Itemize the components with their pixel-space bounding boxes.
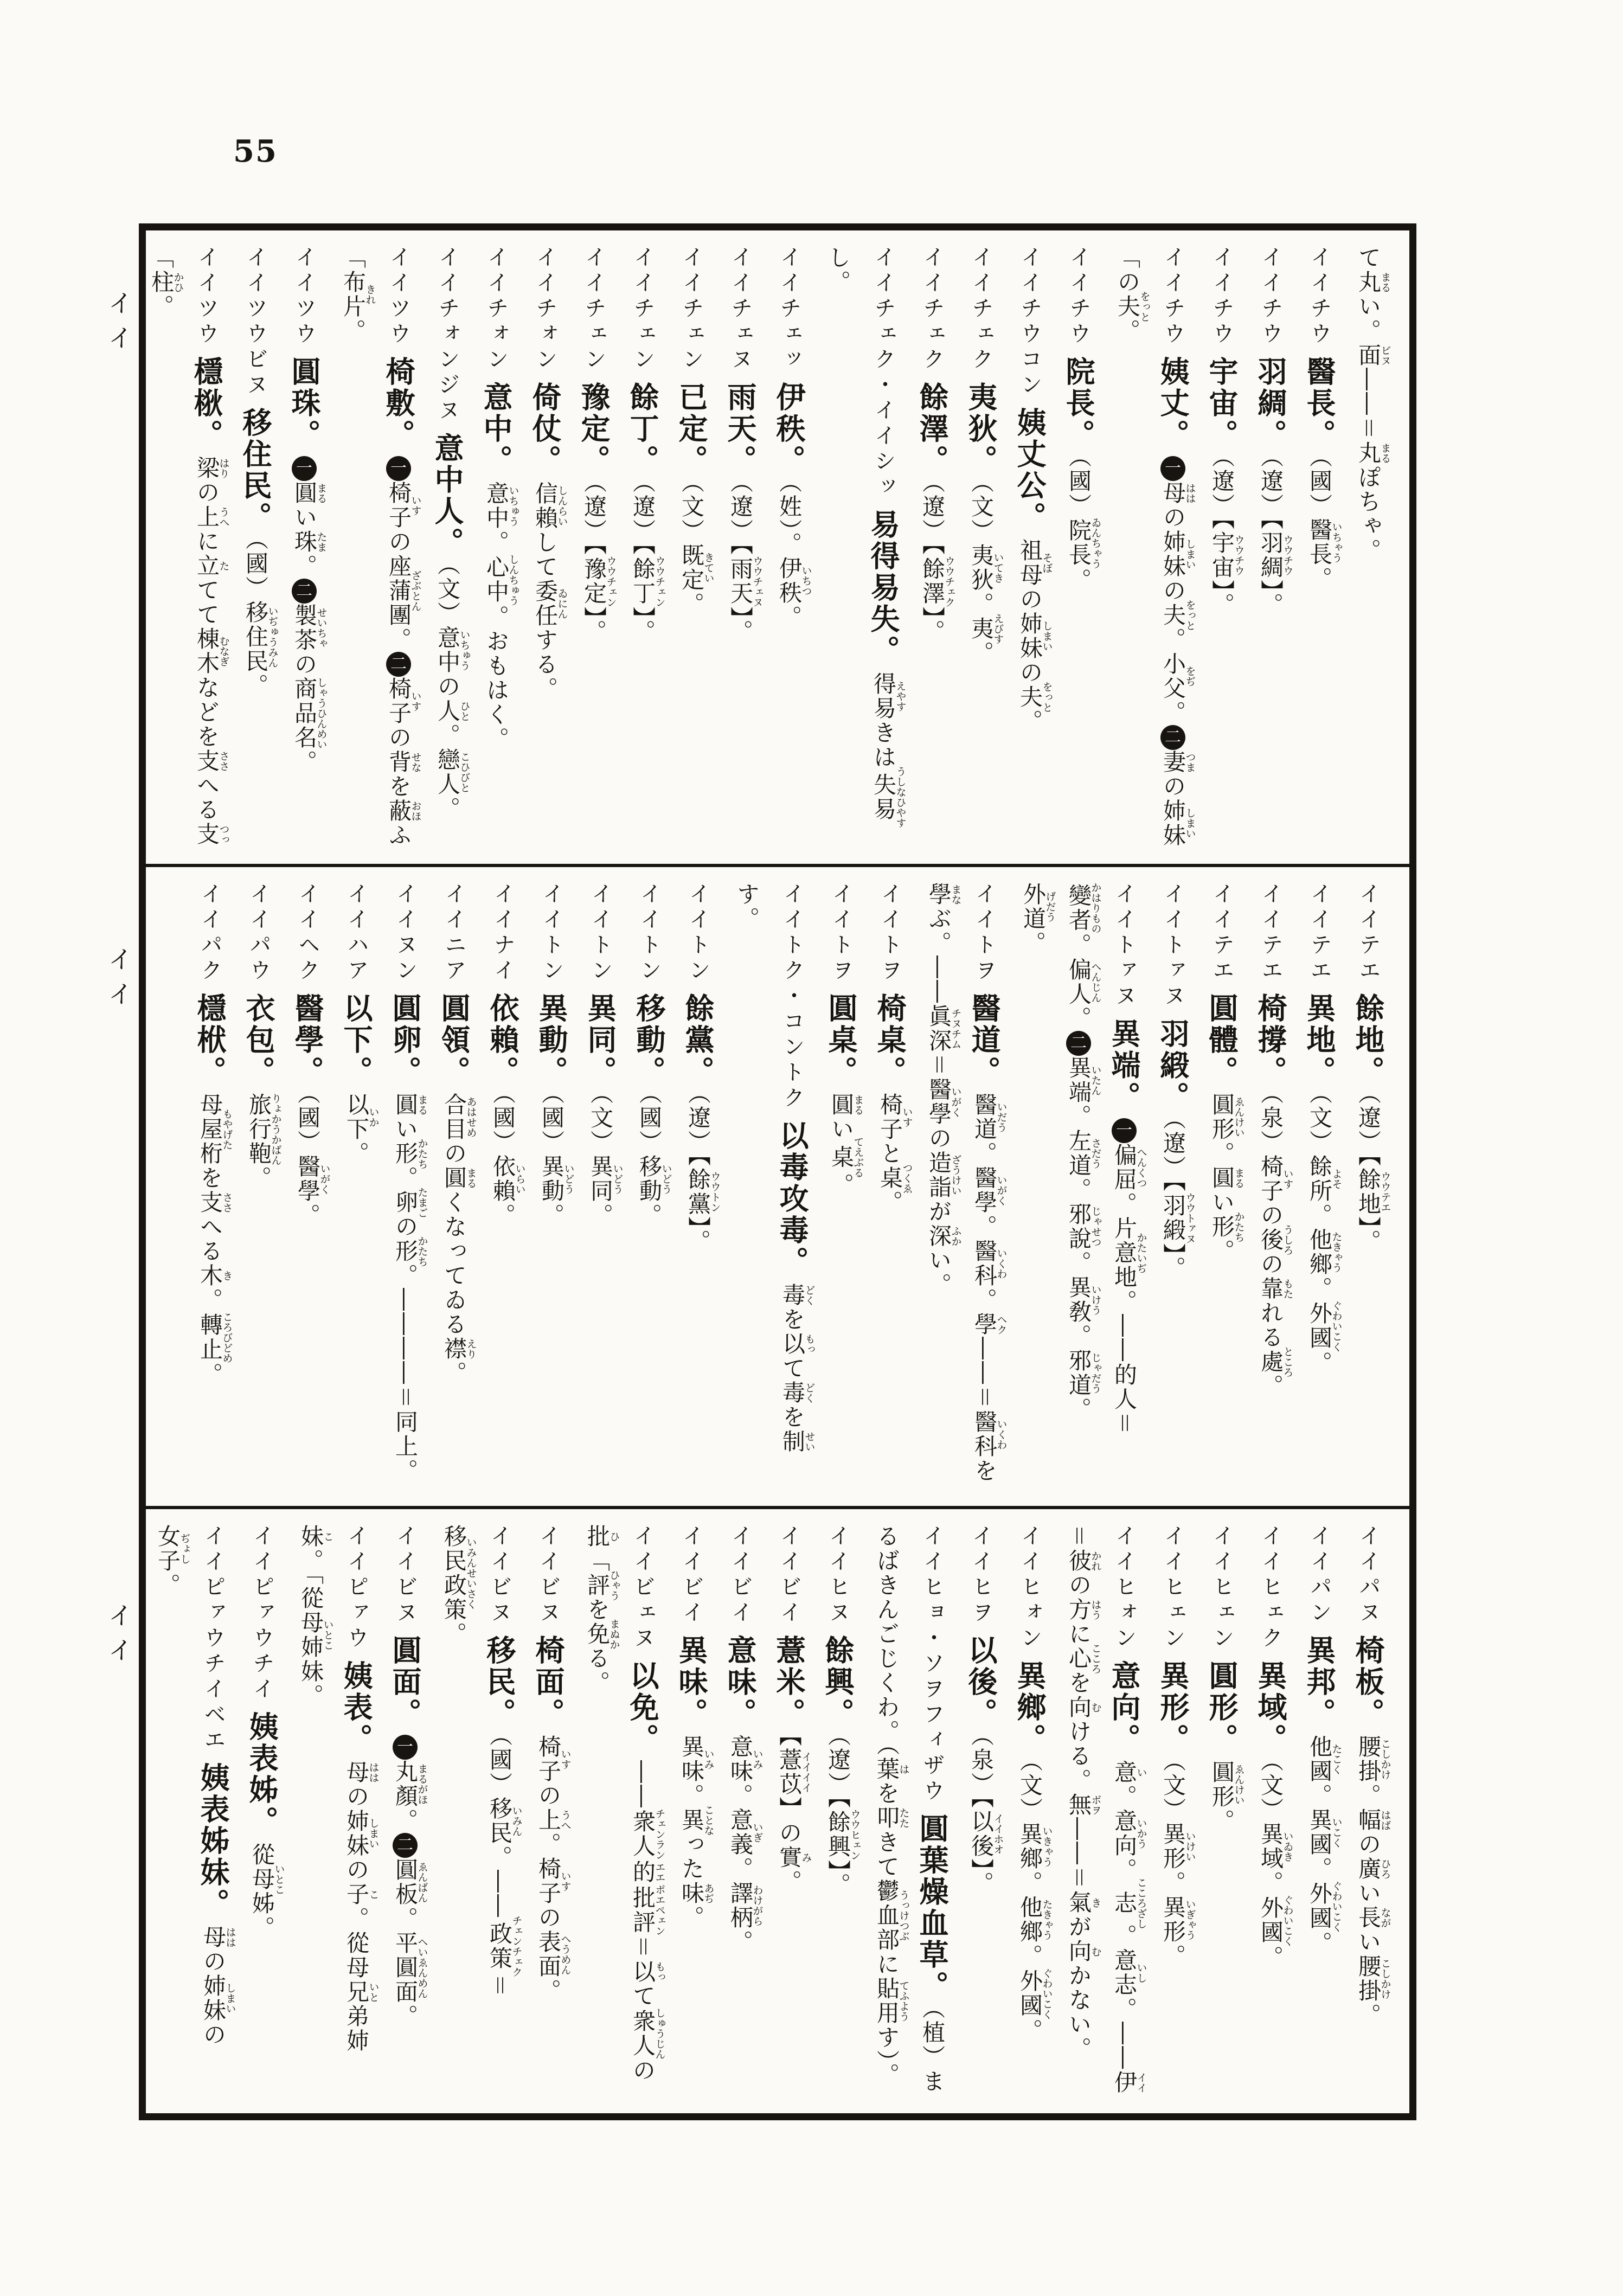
entry-reading: イイチェク [968,246,993,373]
dictionary-entry [958,1524,1004,2098]
dictionary-entry [1297,1524,1342,2098]
entry-headword: 醫長。 [1302,356,1337,451]
entry-definition: 信賴しんらいして委任ゐにんする。 [532,482,568,701]
entry-reading: イイヒェン [1209,1524,1234,1652]
entry-headword: 以下。 [339,993,374,1087]
entry-definition: 【薏苡イイイイ】の實み。 [776,1735,812,1894]
dictionary-entry [288,1524,379,2098]
entry-headword: 姨丈。 [1156,356,1190,451]
dictionary-entry [675,882,721,1491]
entry-reading: イイチォンジヌ [435,246,460,424]
entry-definition: （遼）【豫定ウウチェン】。 [581,482,617,644]
dictionary-entry [239,1524,285,2098]
entry-definition: 椅子いすの上うへ。椅子いすの表面へうめん。 [535,1735,572,2003]
entry-reading: イイビイ [777,1524,801,1626]
dictionary-entry [525,1524,571,2098]
dictionary-entry [233,246,278,849]
dictionary-entry [473,246,519,849]
entry-headword: 以後。 [964,1635,998,1729]
dictionary-entry [724,882,815,1491]
entry-definition: （國）異動いどう。 [538,1093,575,1228]
dictionary-entry [867,882,913,1491]
dictionary-entry [281,246,327,849]
dictionary-entry [1105,246,1196,849]
entry-reading: イイビイ [679,1524,704,1626]
entry-definition: （國）醫長いちゃう。 [1306,456,1343,591]
entry-headword: 餘丁。 [625,382,660,476]
dictionary-entry [1248,1524,1293,2098]
entry-definition: 腰掛こしかけ。幅はばの廣ひろい長ながい腰掛こしかけ。 [1355,1735,1391,2028]
entry-headword: 伊秩。 [772,382,806,476]
entry-reading: イイヒォン [1017,1524,1042,1652]
entry-reading: イイツウ [386,246,411,348]
entry-reading: イイヒェク [1258,1524,1283,1652]
entry-definition: （文）異鄉いきゃう。他鄉たきゃう。外國ぐわいこく。 [1017,1760,1053,2043]
entry-definition: （遼）【羽綢ウウチウ】。 [1258,456,1294,617]
entry-reading: イイテエ [1356,882,1381,984]
dictionary-entry [1007,246,1053,849]
entry-headword: 倚仗。 [528,382,562,476]
dictionary-band-top [146,230,1409,864]
dictionary-entry [1345,1524,1391,2098]
entry-definition: （遼）【餘地ウウテエ】。 [1355,1093,1391,1254]
entry-definition: 一圓まるい珠たま。二製茶せいちゃの商品名しゃうひんめい。 [291,456,318,774]
entry-reading: イイチェン [581,246,606,373]
entry-definition: 梁はりの上うへに立たてて棟木むなぎなどを支ささへる支つっ「柱かひ。 [148,246,230,846]
entry-headword: 醫道。 [967,993,1002,1087]
entry-reading: イイチェッ [777,246,801,373]
entry-headword: 圓卵。 [388,993,422,1087]
entry-definition: 圓形ゑんけい。 [1209,1760,1245,1833]
entry-definition: （植）まるばきんごじくわ。（葉はを叩たたきて鬱血部うっけつぶに貼用てふようす）。 [874,1524,946,2094]
dictionary-entry [1248,246,1293,849]
entry-headword: 雨天。 [723,382,758,476]
dictionary-entry [285,882,330,1491]
entry-reading: イイトヲ [877,882,902,984]
entry-definition: 以下いか。 [343,1093,380,1166]
entry-definition: 一偏屈へんくつ。片意地かたいぢ。――的人＝變者かはりもの。偏人へんじん。二異端いたん。左道さだう。邪說じゃせつ。異敎いけう。邪道じゃだう。外道げだう。 [1020,882,1147,1436]
entry-definition: （遼）【宇宙ウウチウ】。 [1209,456,1245,617]
entry-headword: 異域。 [1253,1660,1288,1755]
dictionary-entry [382,882,428,1491]
margin-guide-label: イイ [104,1602,133,1672]
entry-definition: （泉）【以後イイホオ】。 [968,1735,1004,1896]
dictionary-entry [146,1524,236,2098]
entry-definition: （姓）。伊秩いちつ。 [776,482,812,630]
entry-reading: イイピァウ [344,1524,369,1652]
entry-definition: （國）移動いどう。 [636,1093,672,1228]
dictionary-entry [382,1524,428,2098]
entry-definition: （文）意中いちゅうの人ひと。戀人こひびと。 [434,564,471,821]
entry-definition: （遼）【餘丁ウウチェン】。 [630,482,666,644]
entry-headword: 異端。 [1107,1018,1141,1113]
dictionary-entry [815,246,906,849]
dictionary-entry [431,1524,522,2098]
entry-reading: イイビイ [728,1524,753,1626]
entry-definition: 圓形ゑんけい。圓まるい形かたち。 [1209,1093,1245,1264]
entry-definition: （文）異形いけい。異形いぎゃう。 [1160,1760,1196,1968]
entry-definition: 醫道いだう。醫學いがく。醫科いくわ。學ヘク――＝醫科いくわを學まなぶ。――眞深チヌチム＝醫學いがくの造詣ざうけいが深ふかい。 [926,882,1008,1484]
entry-headword: 薏米。 [772,1635,806,1729]
entry-reading: イイチェク [920,246,945,373]
dictionary-entry [522,246,568,849]
entry-headword: 異邦。 [1302,1635,1337,1729]
entry-definition: （文）餘所よそ。他鄉たきゃう。外國ぐわいこく。 [1306,1093,1343,1376]
entry-reading: イイトン [637,882,662,984]
circled-number-marker: 二 [393,1833,418,1858]
entry-definition: 毒どくを以もって毒どくを制せいす。 [734,882,816,1454]
entry-definition: て丸まるい。面ビヌ――＝丸まるぽちゃ。 [1355,246,1391,563]
entry-headword: 羽綢。 [1253,356,1288,451]
entry-reading: イイヒヲ [968,1524,993,1626]
entry-definition: （文）夷狄いてき。夷えびす。 [968,482,1004,665]
entry-headword: 羽緞。 [1156,1018,1190,1113]
entry-definition: 合目あはせめの圓まるくなってゐる襟えり。 [441,1093,477,1386]
dictionary-entry [626,882,672,1491]
entry-definition: 從母姊いとこ。 [249,1843,285,1940]
entry-definition: （遼）【雨天ウウチェヌ】。 [727,482,764,644]
entry-reading: イイナイ [490,882,515,984]
entry-headword: 餘地。 [1351,993,1385,1087]
entry-definition: 一丸顏まるがほ。二圓板ゑんばん。平圓面へいゑんめん。 [392,1735,419,2029]
entry-headword: 以免。 [625,1660,660,1755]
entry-definition: 意味いみ。意義いぎ。譯柄わけがら。 [727,1735,764,1954]
entry-definition: 一母ははの姉妹しまいの夫をっと。小父をぢ。二妻つまの姉妹しまい「の夫をっと。 [1114,246,1196,848]
dictionary-entry [766,1524,812,2098]
entry-reading: イイテエ [1307,882,1332,984]
entry-headword: 圓珠。 [287,356,322,451]
dictionary-entry [330,246,421,849]
entry-headword: 依賴。 [485,993,520,1087]
dictionary-entry [529,882,574,1491]
entry-definition: 母屋桁もやげたを支ささへる木き。轉止ころびどめ。 [197,1093,233,1387]
dictionary-entry [578,882,623,1491]
entry-reading: イイトァヌ [1160,882,1185,1010]
dictionary-entry [620,246,665,849]
entry-headword: 圓葉燥血草。 [915,1813,950,2002]
dictionary-entry [815,1524,861,2098]
entry-reading: イイチウ [1066,246,1091,348]
dictionary-entry [909,246,955,849]
entry-reading: イイヒェン [1160,1524,1185,1652]
circled-number-marker: 一 [292,456,317,481]
entry-headword: 意向。 [1107,1660,1141,1755]
entry-reading: イイチェヌ [728,246,753,373]
entry-reading: イイツウ [194,246,219,348]
entry-headword: 異同。 [583,993,618,1087]
entry-reading: イイチォン [484,246,509,373]
entry-definition: （遼）【餘黨ウウトン】。 [685,1093,721,1254]
entry-definition: （泉）椅子いすの後うしろの靠もたれる處ところ。 [1258,1093,1294,1399]
entry-reading: イイビヌ [487,1524,512,1626]
dictionary-entry [1297,882,1342,1491]
entry-headword: 姨表姊。 [245,1711,279,1837]
dictionary-entry [333,882,379,1491]
entry-headword: 易得易失。 [866,509,901,666]
dictionary-frame [139,223,1416,2120]
dictionary-entry [1199,1524,1244,2098]
entry-reading: イイチウ [1209,246,1234,348]
entry-headword: 以毒攻毒。 [775,1120,810,1278]
entry-headword: 餘黨。 [681,993,715,1087]
entry-headword: 椅面。 [531,1635,566,1729]
entry-reading: イイパウ [246,882,271,984]
entry-reading: イイトヲ [829,882,854,984]
dictionary-entry [1150,882,1196,1491]
entry-definition: （國）移民いみん。――政策チェンチェク＝移民政策いみんせいさく。 [441,1524,523,1999]
dictionary-entry [717,246,763,849]
circled-number-marker: 一 [1112,1118,1137,1143]
entry-headword: 椅撐。 [1253,993,1288,1087]
entry-reading: イイツウ [292,246,317,348]
dictionary-entry [1199,882,1244,1491]
circled-number-marker: 二 [386,652,411,677]
entry-reading: イイトク・コントク [780,882,805,1112]
entry-definition: （遼）【餘澤ウウチェク】。 [919,482,955,644]
entry-definition: 母ははの姉妹しまいの子こ。從母兄弟姉妹いとこ。「從母姉妹いとこ。 [298,1524,380,2053]
page-number: 55 [233,133,278,169]
entry-headword: 檼栿。 [193,993,227,1087]
entry-definition: 他國たこく。異國いこく。外國ぐわいこく。 [1306,1735,1343,1956]
entry-reading: イイチウコン [1017,246,1042,399]
dictionary-entry [187,882,233,1491]
entry-reading: イイトヲ [972,882,997,984]
entry-headword: 醫學。 [290,993,325,1087]
entry-reading: イイヒヌ [825,1524,850,1626]
dictionary-entry [669,246,714,849]
entry-reading: イイパヌ [1356,1524,1381,1626]
entry-reading: イイヒョ・ソヲフィザウ [920,1524,945,1805]
entry-headword: 意中人。 [430,433,465,559]
entry-definition: （國）醫學いがく。 [294,1093,331,1228]
entry-definition: 椅子いすと桌つくゑ。 [877,1093,913,1215]
entry-headword: 異鄉。 [1012,1660,1047,1755]
entry-headword: 圓體。 [1204,993,1239,1087]
dictionary-entry [574,1524,665,2098]
dictionary-entry [864,1524,955,2098]
entry-headword: 移民。 [482,1635,517,1729]
entry-definition: 圓まるい桌てえぶる。 [828,1093,864,1197]
entry-reading: イイビヌ [536,1524,561,1626]
dictionary-band-middle [146,864,1409,1506]
entry-definition: 母ははの姉妹しまいの女子ぢょし。 [155,1524,236,2047]
entry-headword: 椅桌。 [873,993,907,1087]
dictionary-entry [431,882,477,1491]
entry-headword: 已定。 [674,382,709,476]
entry-definition: 祖母そぼの姉妹しまいの夫をっと。 [1017,538,1053,734]
dictionary-entry [717,1524,763,2098]
entry-reading: イイチウ [1160,246,1185,348]
entry-reading: イイビヌ [393,1524,418,1626]
circled-number-marker: 一 [393,1735,418,1760]
dictionary-entry [571,246,617,849]
dictionary-entry [669,1524,714,2098]
entry-reading: イイチウ [1258,246,1283,348]
entry-reading: イイトァヌ [1112,882,1137,1010]
entry-reading: イイヌン [393,882,418,984]
entry-definition: （國）移住民いぢゅうみん。 [242,538,279,698]
margin-guide-label: イイ [104,946,133,1016]
dictionary-entry [425,246,470,849]
circled-number-marker: 二 [1160,725,1185,750]
entry-definition: 一椅子いすの座蒲團ざぶとん。二椅子いすの背せなを蔽おほふ「布片きれ。 [340,246,422,848]
dictionary-entry [236,882,281,1491]
dictionary-entry [916,882,1007,1491]
entry-definition: （國）依賴いらい。 [490,1093,526,1228]
circled-number-marker: 一 [386,456,411,481]
entry-reading: イイハア [344,882,369,984]
entry-headword: 移住民。 [238,407,273,533]
entry-headword: 圓桌。 [824,993,858,1087]
dictionary-entry [1345,246,1391,849]
entry-definition: 得易えやすきは失易うしなひやすし。 [825,246,907,828]
entry-headword: 姨表。 [339,1660,374,1755]
entry-reading: イイチェク・イイシッ [871,246,896,501]
entry-headword: 夷狄。 [964,382,998,476]
circled-number-marker: 二 [1066,1031,1091,1056]
entry-reading: イイチウ [1307,246,1332,348]
entry-headword: 宇宙。 [1204,356,1239,451]
entry-headword: 檼梑。 [189,356,224,451]
dictionary-band-bottom [146,1506,1409,2113]
circled-number-marker: 二 [292,579,317,604]
entry-headword: 椅敷。 [381,356,416,451]
dictionary-entry [1150,1524,1196,2098]
entry-reading: イイピァウチイ [249,1524,274,1703]
dictionary-entry [1056,246,1101,849]
entry-definition: 圓まるい形かたち。卵たまごの形かたち。――――＝同上。 [392,1093,428,1484]
dictionary-entry [1007,1524,1053,2098]
circled-number-marker: 一 [1160,456,1185,481]
entry-reading: イイニア [441,882,466,984]
entry-headword: 椅板。 [1351,1635,1385,1729]
entry-reading: イイテエ [1258,882,1283,984]
dictionary-entry [480,882,525,1491]
entry-headword: 異味。 [674,1635,709,1729]
entry-reading: イイテエ [1209,882,1234,984]
entry-reading: イイトン [539,882,564,984]
entry-headword: 衣包。 [241,993,276,1087]
dictionary-entry [766,246,812,849]
dictionary-entry [1010,882,1147,1491]
dictionary-entry [146,246,229,849]
entry-definition: （文）異同いどう。 [587,1093,624,1228]
entry-definition: 意中いちゅう。心中しんちゅう。おもはく。 [483,482,519,752]
dictionary-entry [1248,882,1293,1491]
entry-reading: イイチェン [630,246,655,373]
entry-headword: 異地。 [1302,993,1337,1087]
entry-headword: 姨表姊妹。 [196,1762,230,1920]
entry-headword: 異形。 [1156,1660,1190,1755]
entry-headword: 圓面。 [388,1635,422,1729]
entry-definition: 旅行鞄りょかうかばん。 [246,1093,282,1190]
entry-reading: イイツウビヌ [243,246,268,399]
entry-definition: （遼）【羽緞ウウトァヌ】。 [1160,1118,1196,1281]
dictionary-entry [1297,246,1342,849]
margin-guide-label: イイ [104,290,133,360]
entry-reading: イイヘク [295,882,320,984]
entry-definition: （國）院長ゐんちゃう。 [1066,456,1102,593]
entry-definition: 意い。意向いかう。志こころざし。意志いし。――伊イイ＝彼かれの方はうに心こころを向むける。無ボヲ――＝氣きが向むかない。 [1066,1524,1147,2095]
entry-reading: イイトン [685,882,710,984]
entry-headword: 異動。 [534,993,569,1087]
entry-headword: 意中。 [479,382,514,476]
dictionary-entry [1199,246,1244,849]
entry-headword: 豫定。 [576,382,611,476]
dictionary-entry [1056,1524,1147,2098]
dictionary-entry [1345,882,1391,1491]
entry-reading: イイパク [197,882,222,984]
entry-headword: 姨丈公。 [1012,407,1047,533]
entry-definition: 異味いみ。異ことなった味あぢ。 [678,1735,715,1930]
entry-reading: イイヒォン [1112,1524,1137,1652]
entry-reading: イイピァウチイベエ [201,1524,226,1754]
entry-headword: 院長。 [1061,356,1096,451]
entry-definition: （遼）【餘興ウウヒェン】。 [825,1735,861,1897]
entry-reading: イイチェン [679,246,704,373]
entry-reading: イイビェヌ [630,1524,655,1652]
entry-definition: ――衆人チェンラン的エエ批評ポエペェン＝以もって衆人しゅうじんの批ひ「評ひゃうを免まぬかる。 [584,1524,666,2083]
entry-definition: （文）既定きてい。 [678,482,715,617]
entry-headword: 意味。 [723,1635,758,1729]
entry-headword: 餘興。 [820,1635,855,1729]
dictionary-entry [818,882,864,1491]
entry-headword: 圓形。 [1204,1660,1239,1755]
entry-headword: 圓領。 [437,993,471,1087]
entry-reading: イイチォン [533,246,557,373]
entry-reading: イイパン [1307,1524,1332,1626]
entry-headword: 餘澤。 [915,382,950,476]
entry-definition: （文）異域いゐき。外國ぐわいこく。 [1258,1760,1294,1970]
entry-headword: 移動。 [632,993,666,1087]
entry-reading: イイトン [588,882,613,984]
dictionary-entry [958,246,1004,849]
